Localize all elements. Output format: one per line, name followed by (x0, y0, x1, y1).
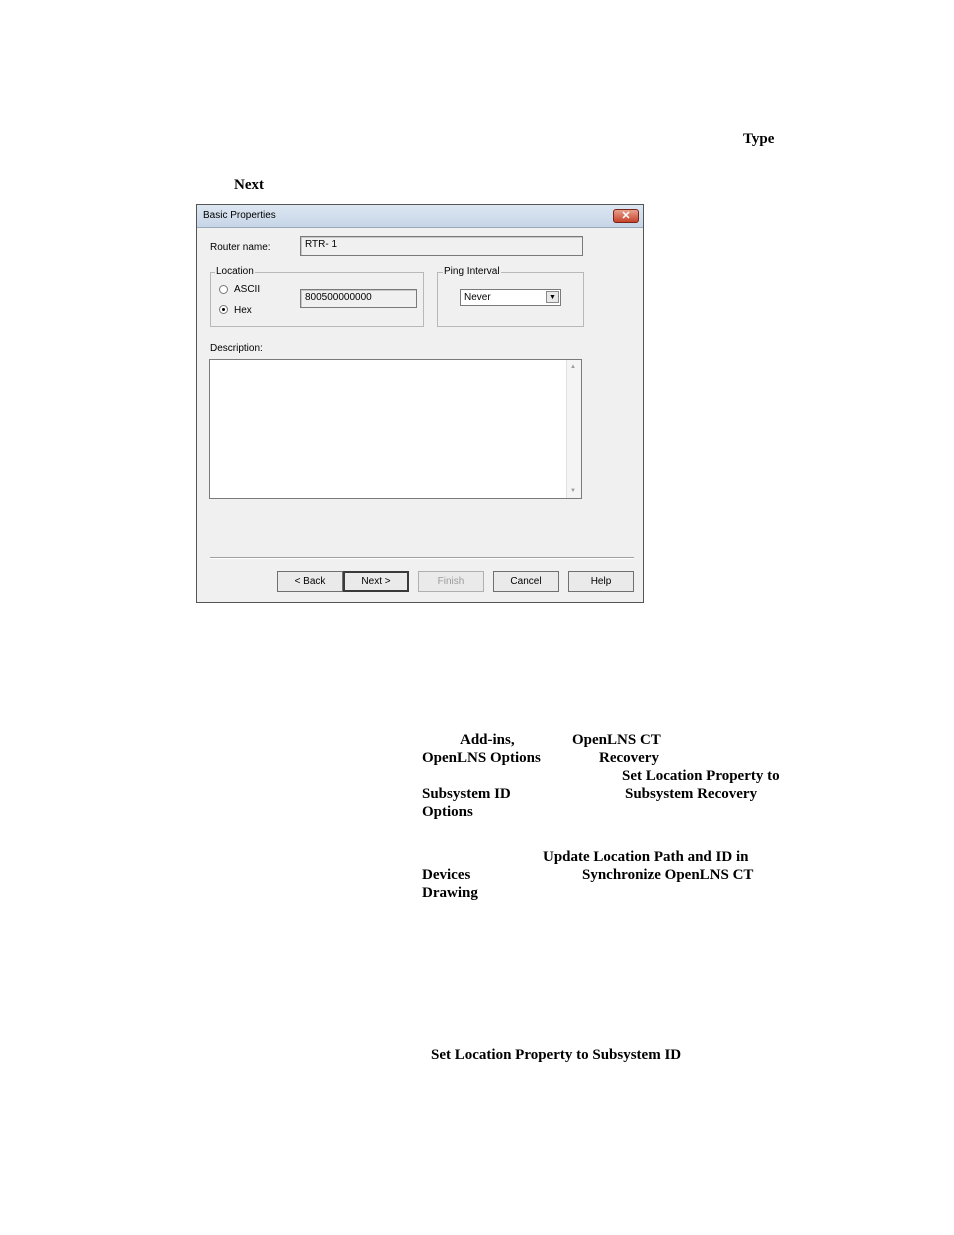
close-button[interactable] (613, 209, 639, 223)
description-label: Description: (210, 343, 263, 354)
hex-radio[interactable] (219, 305, 228, 314)
doc-update-location: Update Location Path and ID in (543, 849, 749, 865)
doc-openlns-options: OpenLNS Options (422, 750, 541, 766)
dialog-title: Basic Properties (203, 210, 276, 221)
help-button[interactable]: Help (568, 571, 634, 592)
location-input[interactable]: 800500000000 (300, 289, 417, 308)
button-separator (210, 557, 634, 559)
finish-button[interactable]: Finish (418, 571, 484, 592)
doc-synchronize: Synchronize OpenLNS CT (582, 867, 754, 883)
hex-label: Hex (234, 305, 252, 316)
title-bar[interactable] (197, 205, 643, 228)
doc-subsystem-id: Subsystem ID (422, 786, 511, 802)
doc-recovery: Recovery (599, 750, 659, 766)
ping-interval-select[interactable] (460, 289, 561, 306)
chevron-down-icon[interactable]: ▼ (546, 291, 559, 303)
doc-drawing: Drawing (422, 885, 478, 901)
basic-properties-dialog (196, 204, 644, 603)
doc-subsystem-recovery: Subsystem Recovery (625, 786, 758, 802)
router-name-input[interactable]: RTR- 1 (300, 236, 583, 256)
router-name-label: Router name: (210, 242, 271, 253)
doc-set-location-full: Set Location Property to Subsystem ID (431, 1047, 682, 1063)
location-group-label: Location (216, 266, 254, 277)
back-button[interactable]: < Back (277, 571, 343, 592)
doc-devices: Devices (422, 867, 471, 883)
scroll-up-icon[interactable]: ▲ (570, 364, 576, 370)
close-icon: ✕ (621, 210, 631, 222)
ascii-label: ASCII (234, 284, 261, 295)
ping-interval-value: Never (464, 292, 491, 303)
ascii-radio[interactable] (219, 285, 228, 294)
scroll-down-icon[interactable]: ▼ (570, 488, 576, 494)
description-textarea[interactable] (209, 359, 582, 499)
doc-openlns-ct: OpenLNS CT (572, 732, 661, 748)
description-scrollbar[interactable] (566, 360, 581, 498)
doc-add-ins: Add-ins, (460, 732, 515, 748)
next-button[interactable]: Next > (343, 571, 409, 592)
cancel-button[interactable]: Cancel (493, 571, 559, 592)
doc-set-location-to: Set Location Property to (622, 768, 780, 784)
doc-type-label: Type (743, 131, 775, 147)
doc-next-label: Next (234, 177, 264, 193)
doc-options: Options (422, 804, 473, 820)
ping-interval-label: Ping Interval (444, 266, 500, 277)
